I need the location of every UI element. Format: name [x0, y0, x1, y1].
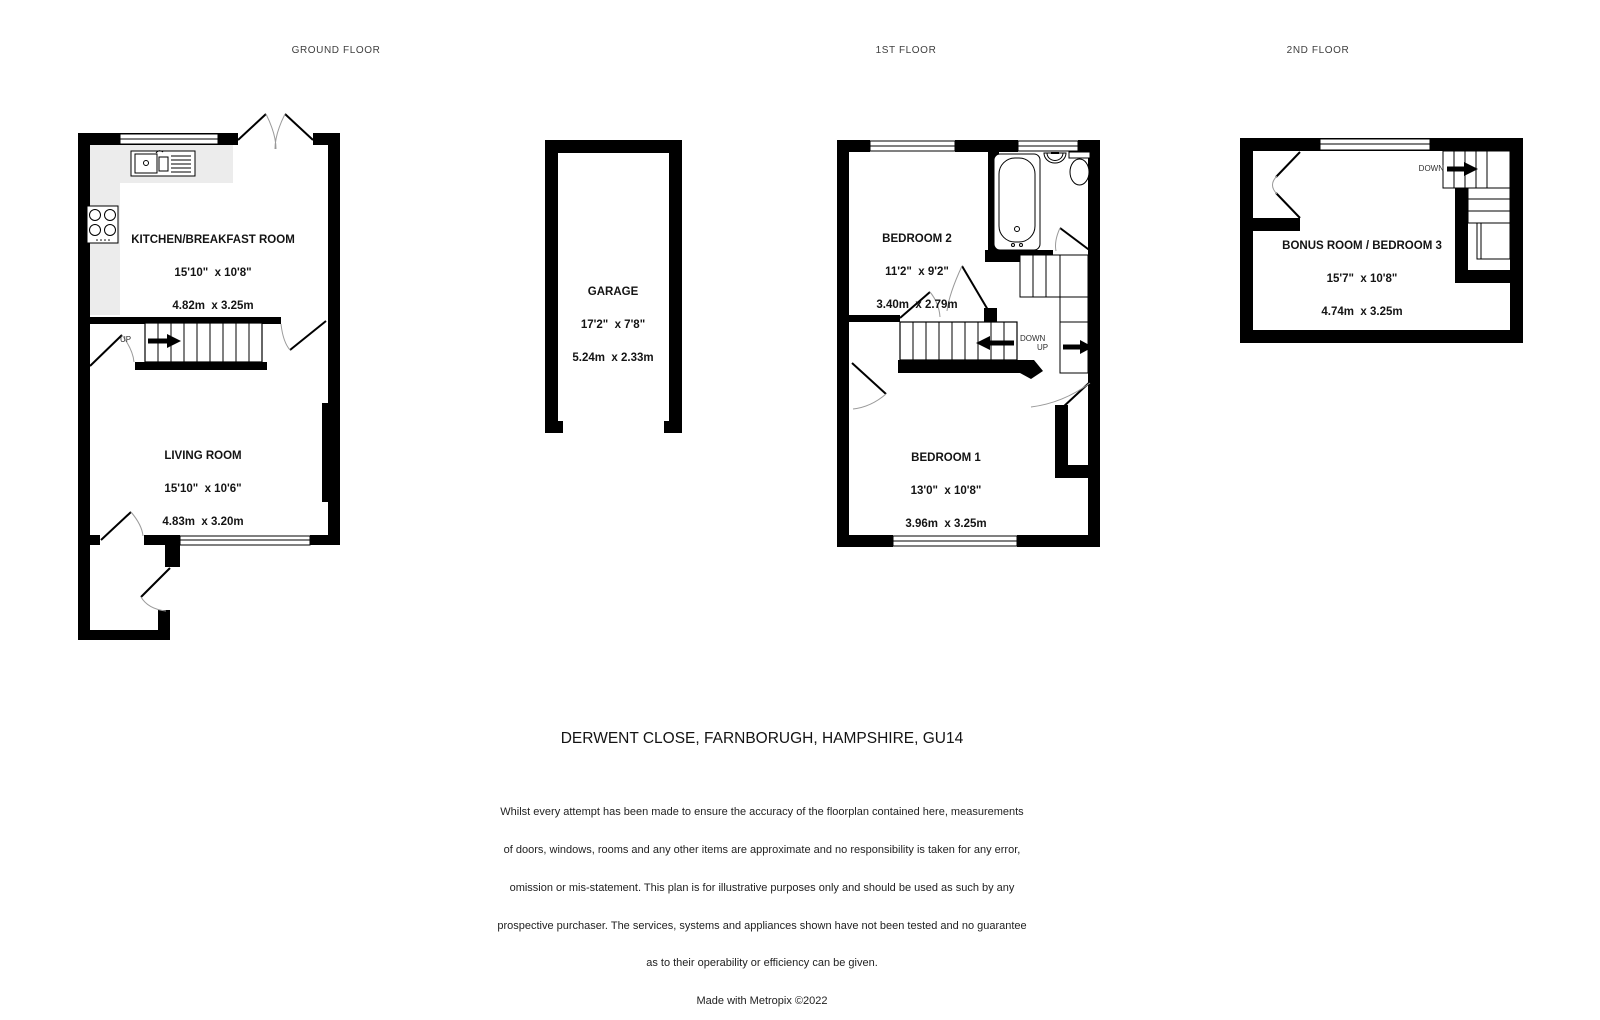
bathtub — [994, 154, 1040, 250]
bedroom2-window — [870, 141, 955, 151]
room-size-imperial: 15'10" x 10'8" — [174, 267, 252, 279]
kitchen-sink — [131, 151, 195, 176]
metropix-credit: Made with Metropix ©2022 — [696, 995, 828, 1008]
first-floor-title: 1ST FLOOR — [875, 45, 937, 56]
room-size-metric: 4.82m x 3.25m — [172, 300, 254, 312]
room-size-imperial: 15'10" x 10'6" — [164, 483, 242, 495]
bathroom-door — [1056, 228, 1093, 252]
alcove-doors — [1273, 152, 1301, 218]
bathroom-window — [1018, 141, 1078, 151]
room-size-imperial: 17'2" x 7'8" — [580, 319, 646, 331]
bedroom1-label — [905, 431, 986, 541]
room-size-metric: 5.24m x 2.33m — [572, 352, 654, 364]
disclaimer-line: of doors, windows, rooms and any other items are approximate and no responsibility is taken for any error, — [503, 843, 1021, 856]
garage-label — [572, 265, 653, 375]
first-staircase-up — [1020, 255, 1093, 373]
basin — [1044, 153, 1066, 163]
disclaimer-line: prospective purchaser. The services, systems and appliances shown have not been tested and no guarantee — [497, 919, 1027, 932]
ground-staircase — [145, 323, 262, 362]
room-name: GARAGE — [587, 286, 639, 298]
room-name: BONUS ROOM / BEDROOM 3 — [1282, 240, 1442, 252]
front-door — [141, 568, 170, 611]
disclaimer-line: as to their operability or efficiency can be given. — [646, 957, 878, 970]
living-hall-door — [101, 512, 143, 540]
kitchen-window — [120, 134, 218, 144]
second-floor-title: 2ND FLOOR — [1286, 45, 1350, 56]
toilet — [1069, 152, 1090, 185]
room-name: LIVING ROOM — [164, 450, 242, 462]
room-name: KITCHEN/BREAKFAST ROOM — [131, 234, 295, 246]
living-room-door — [281, 321, 326, 350]
chimney-breast — [322, 403, 340, 502]
bonus-room-label — [1282, 219, 1442, 329]
property-address: DERWENT CLOSE, FARNBORUGH, HAMPSHIRE, GU14 — [560, 730, 964, 747]
kitchen-label — [131, 213, 295, 323]
first-staircase-down — [900, 322, 1017, 360]
first-up-label: UP — [1037, 343, 1049, 352]
ground-up-label: UP — [120, 335, 132, 344]
room-size-metric: 3.96m x 3.25m — [905, 518, 987, 530]
room-size-metric: 3.40m x 2.79m — [876, 299, 958, 311]
room-size-imperial: 15'7" x 10'8" — [1326, 273, 1398, 285]
room-size-imperial: 11'2" x 9'2" — [885, 266, 949, 278]
second-down-label: DOWN — [1418, 164, 1444, 173]
ground-floor-title: GROUND FLOOR — [291, 45, 381, 56]
bedroom1-door-left — [852, 363, 886, 409]
second-staircase — [1443, 151, 1510, 259]
hob — [87, 206, 118, 243]
second-window — [1320, 139, 1430, 150]
room-size-metric: 4.74m x 3.25m — [1321, 306, 1403, 318]
disclaimer — [497, 781, 1026, 1020]
room-size-imperial: 13'0" x 10'8" — [910, 485, 982, 497]
bedroom2-label — [876, 212, 957, 322]
stair-cupboard — [1477, 223, 1510, 259]
french-doors — [238, 114, 313, 149]
living-room-label — [162, 429, 243, 539]
room-size-metric: 4.83m x 3.20m — [162, 516, 244, 528]
ground-floor-plan — [78, 114, 340, 640]
bedroom1-door-right — [1031, 382, 1090, 408]
kitchen-counter-side — [90, 183, 120, 315]
disclaimer-line: omission or mis-statement. This plan is for illustrative purposes only and should be used as such by any — [509, 881, 1015, 894]
first-down-label: DOWN — [1020, 334, 1046, 343]
room-name: BEDROOM 1 — [911, 452, 981, 464]
room-name: BEDROOM 2 — [882, 233, 952, 245]
disclaimer-line: Whilst every attempt has been made to ensure the accuracy of the floorplan contained here, measurements — [500, 806, 1024, 819]
